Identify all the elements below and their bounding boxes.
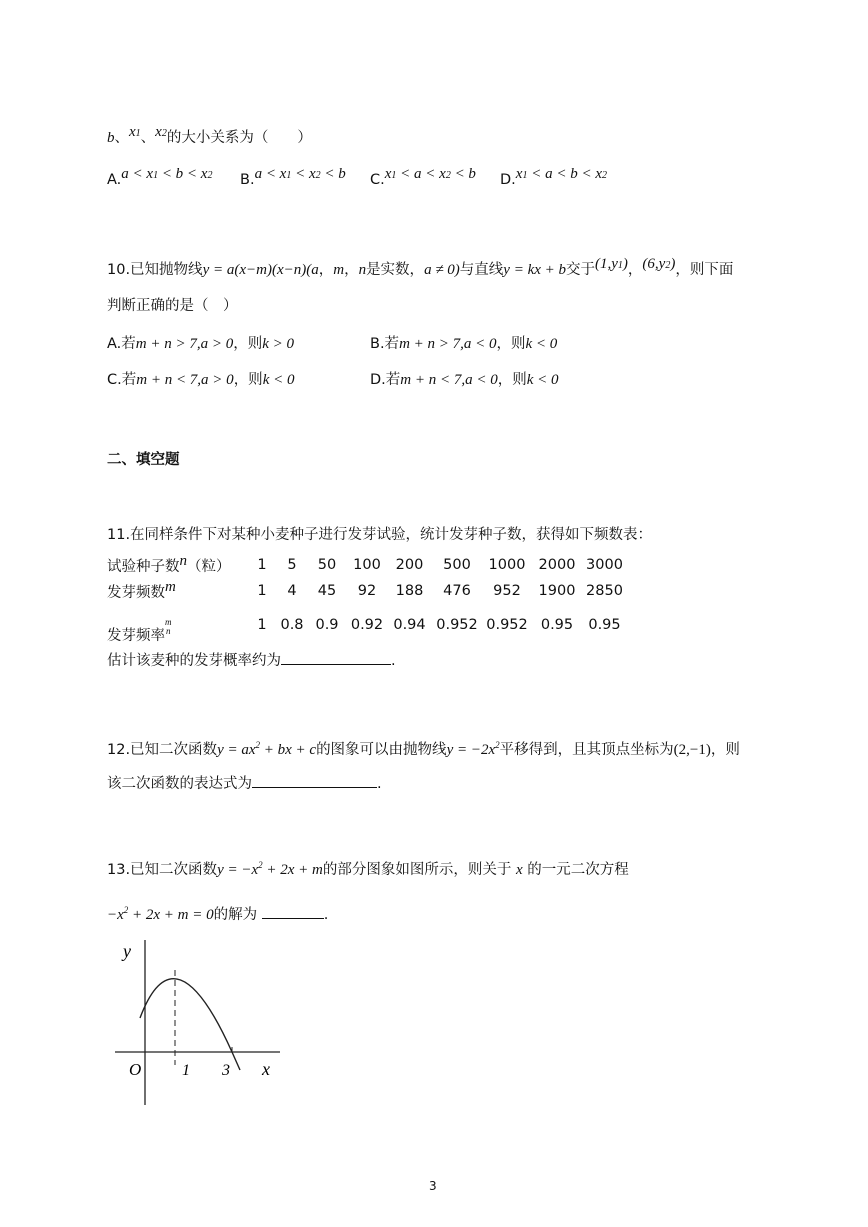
tick-label-1: 1 <box>182 1062 190 1079</box>
table-cell: 50 <box>317 557 337 573</box>
table-cell: 0.952 <box>486 616 528 633</box>
table-cell: 188 <box>395 583 424 599</box>
table-cell: 200 <box>395 557 424 573</box>
q10-option-b: B.若m + n > 7,a < 0，则k < 0 <box>370 336 558 352</box>
answer-blank[interactable] <box>281 650 391 665</box>
q9-option-c: C.x1 < a < x2 < b <box>370 166 476 188</box>
table-cell: 0.92 <box>350 616 384 633</box>
tick-label-3: 3 <box>222 1062 230 1079</box>
period: . <box>323 907 329 923</box>
q13-line2: $-x^2 + 2x + m = 0$的解为 . <box>107 905 329 923</box>
q9-option-a: A.a < x1 < b < x2 <box>107 166 213 188</box>
table-cell: 500 <box>443 557 471 573</box>
parabola-curve <box>140 979 240 1070</box>
table-cell: 5 <box>287 557 297 573</box>
q12-line2 <box>107 773 382 794</box>
table-cell: 476 <box>443 583 471 599</box>
q12-prompt: 该二次函数的表达式为 <box>107 776 252 792</box>
answer-blank[interactable] <box>262 904 324 919</box>
q11-answer-line <box>107 650 396 671</box>
q9-option-d: D.x1 < a < b < x2 <box>500 166 607 188</box>
table-cell: 0.95 <box>540 616 574 633</box>
q12-line1: 12.已知二次函数$y = ax^2$ + bx + c的图象可以由抛物线$y = -2x^2$平移得到，且其顶点坐标为(2,−1)，则 <box>107 740 740 758</box>
table-cell: 100 <box>353 557 381 573</box>
table-cell: 45 <box>317 583 337 599</box>
table-cell: 0.95 <box>588 616 621 633</box>
table-cell: 1 <box>257 616 267 633</box>
y-axis-label: y <box>123 941 131 961</box>
q11-prompt: 估计该麦种的发芽概率约为 <box>107 653 281 669</box>
period: . <box>391 653 396 669</box>
q9-option-b: B.a < x1 < x2 < b <box>240 166 346 188</box>
x-axis-label: x <box>262 1059 270 1079</box>
table-row <box>107 578 627 604</box>
table-cell: 3000 <box>586 557 623 573</box>
q9-stem: b、x1、x2的大小关系为（ ） <box>107 124 312 146</box>
table-cell: 1 <box>257 557 267 573</box>
table-cell: 1900 <box>538 583 576 599</box>
answer-blank[interactable] <box>252 773 377 788</box>
period: . <box>377 776 382 792</box>
q10-option-a: A.若m + n > 7,a > 0，则k > 0 <box>107 336 295 352</box>
table-cell: 92 <box>357 583 377 599</box>
q10-option-c: C.若m + n < 7,a > 0，则k < 0 <box>107 372 295 388</box>
page-number: 3 <box>429 1179 437 1193</box>
row-header: 试验种子数n（粒） <box>107 552 231 575</box>
table-cell: 952 <box>493 583 521 599</box>
table-row <box>107 552 627 578</box>
table-cell: 2850 <box>586 583 623 599</box>
table-cell: 4 <box>287 583 297 599</box>
table-cell: 1 <box>257 583 267 599</box>
q11-stem: 11.在同样条件下对某种小麦种子进行发芽试验，统计发芽种子数，获得如下频数表： <box>107 527 653 543</box>
parabola-graph <box>105 935 295 1110</box>
q10-option-d: D.若m + n < 7,a < 0，则k < 0 <box>370 372 559 388</box>
q13-line1: 13.已知二次函数$y = -x^2 + 2x + m$的部分图象如图所示，则关于 x 的一元二次方程 <box>107 860 629 878</box>
table-row <box>107 604 627 645</box>
table-cell: 0.952 <box>436 616 478 633</box>
table-cell: 2000 <box>538 557 576 573</box>
table-cell: 0.94 <box>393 616 426 633</box>
row-header: 发芽频率m n <box>107 617 172 644</box>
section-title: 二、填空题 <box>107 452 180 468</box>
row-header: 发芽频数m <box>107 578 176 601</box>
table-cell: 0.8 <box>280 616 304 633</box>
table-cell: 0.9 <box>315 616 339 633</box>
origin-label: O <box>129 1060 142 1079</box>
frequency-table <box>107 552 627 645</box>
q10-line1: 10.已知抛物线y = a(x−m)(x−n)(a，m，n是实数，a ≠ 0)与直线y = kx + b交于(1,y1)，(6,y2)，则下面 <box>107 256 734 278</box>
q10-line2: 判断正确的是（ ） <box>107 298 238 314</box>
table-cell: 1000 <box>488 557 526 573</box>
